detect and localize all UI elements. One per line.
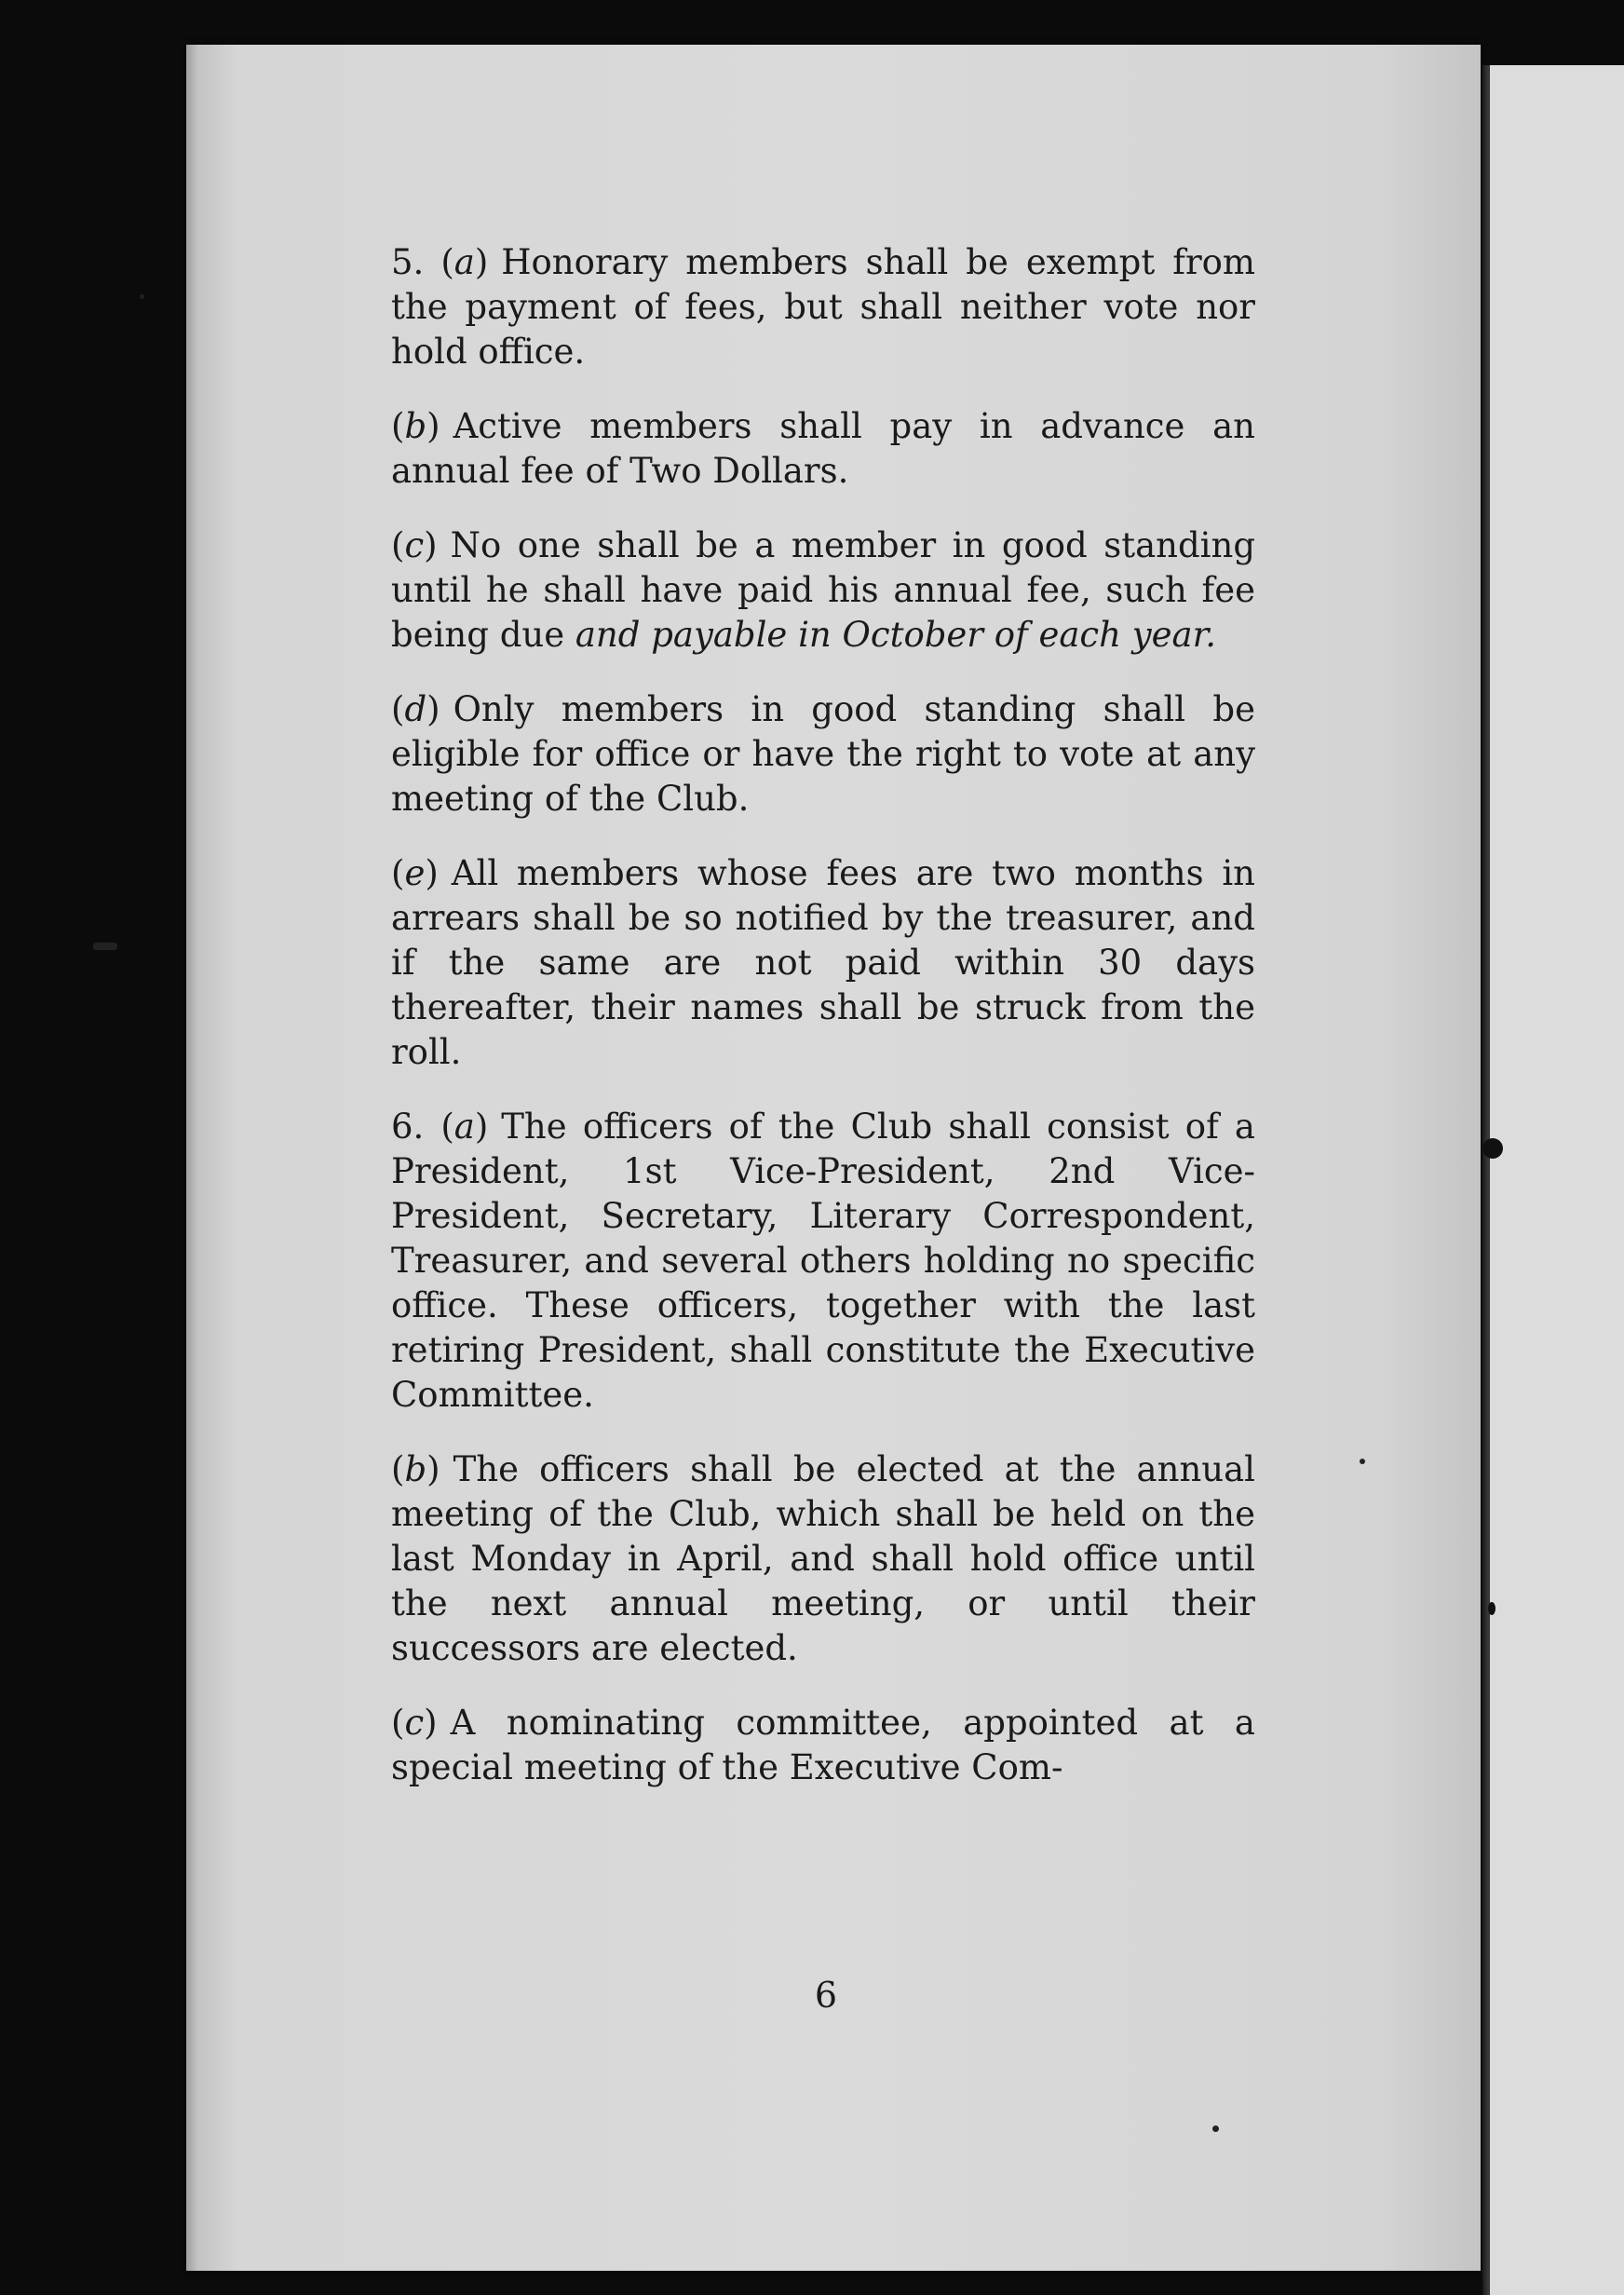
clause-label: (b) bbox=[391, 1449, 440, 1489]
clause-text: Honorary members shall be exempt from the payment of fees, but shall neither vote nor hold office. bbox=[391, 242, 1255, 372]
body-text bbox=[391, 240, 1255, 1820]
paragraph-6a bbox=[391, 1105, 1255, 1418]
paragraph-5e bbox=[391, 851, 1255, 1075]
binding-mark bbox=[1488, 1602, 1495, 1615]
clause-label: (d) bbox=[391, 689, 440, 729]
clause-label: (e) bbox=[391, 853, 439, 893]
paragraph-6b bbox=[391, 1447, 1255, 1671]
section-number: 5. bbox=[391, 242, 425, 282]
clause-text: The officers of the Club shall consist of a President, 1st Vice-President, 2nd Vice-President, Secretary, Literary Correspondent, Treasurer, and several others holding no specific office. These officers, together with the last retiring President, shall constitute the Executive Committee. bbox=[391, 1107, 1255, 1415]
page-left-edge bbox=[186, 45, 199, 2271]
paragraph-5d bbox=[391, 687, 1255, 822]
margin-speck bbox=[93, 943, 117, 950]
clause-label: (c) bbox=[391, 525, 438, 565]
page-speck bbox=[1212, 2125, 1219, 2132]
paragraph-6c bbox=[391, 1701, 1255, 1790]
clause-label: (a) bbox=[440, 242, 489, 282]
clause-italic-text: and payable in October of each year. bbox=[575, 615, 1216, 655]
paragraph-5c bbox=[391, 523, 1255, 658]
clause-label: (c) bbox=[391, 1703, 438, 1743]
clause-text: A nominating committee, appointed at a special meeting of the Executive Com- bbox=[391, 1703, 1255, 1787]
clause-text: Only members in good standing shall be eligible for office or have the right to vote at any meeting of the Club. bbox=[391, 689, 1255, 819]
facing-page-edge bbox=[1490, 65, 1624, 2295]
page-number: 6 bbox=[814, 1975, 838, 2016]
paragraph-5a bbox=[391, 240, 1255, 374]
clause-text: No one shall be a member in good standing until he shall have paid his annual fee, such fee being due bbox=[391, 525, 1255, 655]
paragraph-5b bbox=[391, 404, 1255, 494]
clause-label: (b) bbox=[391, 406, 440, 446]
clause-label: (a) bbox=[440, 1107, 489, 1147]
clause-text: Active members shall pay in advance an annual fee of Two Dollars. bbox=[391, 406, 1255, 491]
section-number: 6. bbox=[391, 1107, 425, 1147]
page-speck bbox=[1360, 1459, 1365, 1464]
clause-text: The officers shall be elected at the annual meeting of the Club, which shall be held on the last Monday in April, and shall hold office until the next annual meeting, or until their successors are elected. bbox=[391, 1449, 1255, 1668]
clause-text: All members whose fees are two months in arrears shall be so notified by the treasurer, and if the same are not paid within 30 days thereafter, their names shall be struck from the roll. bbox=[391, 853, 1255, 1072]
margin-speck bbox=[140, 294, 144, 299]
binding-mark bbox=[1482, 1138, 1503, 1159]
